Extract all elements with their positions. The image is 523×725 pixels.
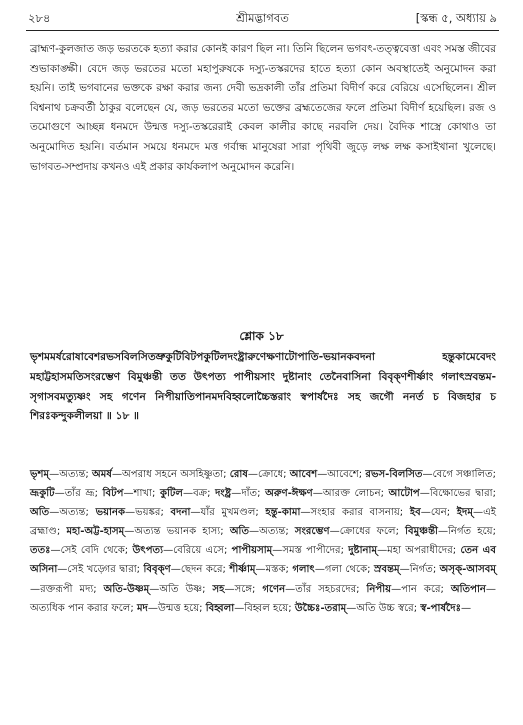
synonym-word: স্রবন্তম্ — [373, 564, 400, 576]
synonym-word: দুষ্টানাম্ — [348, 545, 378, 557]
synonym-word: গণেন — [262, 583, 286, 595]
synonym-word: উচ্চৈঃ-তরাম্ — [294, 602, 347, 614]
synonym-meaning: —অত্যন্ত; — [49, 507, 96, 519]
synonym-word: অতিপান — [450, 583, 486, 595]
book-title: শ্রীমদ্ভাগবত — [236, 11, 289, 25]
synonym-meaning: —সেই বেদি থেকে; — [50, 545, 133, 557]
synonym-meaning: —সঙ্গে; — [224, 583, 263, 595]
synonym-meaning: —ক্রোধে; — [247, 469, 290, 480]
synonym-meaning: —অতি উচ্চ স্বরে; — [346, 602, 421, 614]
synonym-meaning: —সেই খড়্গের দ্বারা; — [57, 564, 144, 576]
synonym-meaning: —পান করে; — [391, 583, 451, 595]
synonym-meaning: —অত্যধিক পান করার ফলে; — [30, 583, 497, 614]
synonym-word: মহা-অট্ট-হাসম্ — [66, 526, 125, 538]
synonym-meaning: —অপরাধ সহনে অসহিষ্ণুতা; — [111, 469, 230, 480]
synonym-meaning: —মহা অপরাধীদের; — [377, 545, 461, 557]
synonym-word: বদনা — [170, 507, 191, 519]
synonym-word: ইব — [409, 507, 421, 519]
synonym-meaning: —বক্র; — [182, 488, 216, 500]
synonym-meaning: —রক্তরূপী মদ্য; — [30, 583, 104, 595]
synonym-meaning: —দাঁত; — [231, 488, 266, 500]
synonym-meaning: —আরক্ত লোচন; — [312, 488, 389, 500]
synonym-meaning: —অত্যন্ত; — [49, 469, 93, 480]
page-header — [28, 6, 497, 30]
synonym-word: স্ব-পার্ষদৈঃ — [420, 602, 461, 614]
synonym-meaning: —উন্মত্ত হয়ে; — [147, 602, 206, 614]
synonym-meaning: —যেন; — [420, 507, 457, 519]
synonym-word: বিমুঞ্চন্তী — [405, 526, 438, 538]
synonym-meaning: —ছেদন করে; — [170, 564, 230, 576]
synonym-meaning: —মস্তক; — [255, 564, 293, 576]
synonym-meaning: —নির্গত হয়ে; — [437, 526, 497, 538]
synonym-meaning: —যাঁর মুখমণ্ডল; — [190, 507, 266, 519]
synonym-word: বিটপ — [102, 488, 124, 500]
synonym-word: অতি-উষ্ণম্ — [103, 583, 150, 595]
synonym-meaning: —বিহ্বল হয়ে; — [234, 602, 295, 614]
synonym-word: রভস-বিলসিত — [365, 469, 423, 480]
header-rule — [26, 30, 499, 31]
synonym-meaning: —অত্যন্ত ভয়ানক হাস্য; — [124, 526, 230, 538]
synonym-meaning: —এই ব্রহ্মাণ্ড; — [30, 507, 496, 538]
synonym-meaning: —ভয়ঙ্কর; — [125, 507, 171, 519]
synonym-word: পাপীয়সাম্ — [231, 545, 273, 557]
synonym-word: সংরম্ভেণ — [294, 526, 330, 538]
synonym-meaning: —বেরিয়ে এসে; — [163, 545, 232, 557]
synonym-word: অরুণ-ঈক্ষণ — [265, 488, 313, 500]
synonym-word: বিবৃক্ণ — [143, 564, 171, 576]
synonym-meaning: —নির্গত; — [399, 564, 440, 576]
synonym-meaning: —ক্রোধের ফলে; — [329, 526, 406, 538]
verse-title: শ্লোক ১৮ — [239, 329, 284, 343]
synonym-meaning: —বেগে সঞ্চালিত; — [422, 469, 496, 480]
synonym-word: ইদম্ — [456, 507, 473, 519]
synonym-word: ভয়ানক — [95, 507, 126, 519]
synonym-meaning: — — [460, 602, 472, 614]
synonym-word: আটোপ — [388, 488, 420, 500]
synonym-meaning: —শাখা; — [123, 488, 160, 500]
chapter-reference: [স্কন্ধ ৫, অধ্যায় ৯ — [415, 11, 497, 25]
synonym-meaning: —সংহার করার বাসনায়; — [300, 507, 410, 519]
synonym-word: অসৃক্-আসবম্ — [439, 564, 496, 576]
synonym-word: অতি — [30, 507, 50, 519]
synonym-meaning: —সমস্ত পাপীদের; — [272, 545, 349, 557]
synonym-meaning: —আবেশে; — [317, 469, 366, 480]
synonym-meaning: —তাঁর ভ্রূ; — [54, 488, 103, 500]
synonym-meaning: —বিক্ষোভের দ্বারা; — [419, 488, 497, 500]
word-meanings — [30, 465, 496, 618]
synonym-word: গলাৎ — [292, 564, 315, 576]
synonym-word: বিহ্বলা — [205, 602, 235, 614]
synonym-meaning: —অতি উষ্ণ; — [149, 583, 213, 595]
synonym-word: দংষ্ট্র — [215, 488, 232, 500]
synonym-word: ভৃশম্ — [30, 469, 50, 480]
synonym-word: কুটিল — [159, 488, 183, 500]
synonym-word: ততঃ — [30, 545, 51, 557]
synonym-word: ভ্রূকুটি — [30, 488, 55, 500]
synonym-word: অতি — [229, 526, 250, 538]
synonym-word: উৎপত্য — [132, 545, 164, 557]
synonym-word: অমর্ষ — [92, 469, 112, 480]
synonym-meaning: —অত্যন্ত; — [249, 526, 295, 538]
synonym-meaning: —গলা থেকে; — [314, 564, 374, 576]
synonym-word: হন্তু-কামা — [265, 507, 301, 519]
synonym-word: আবেশ — [289, 469, 318, 480]
synonym-word: তেন এব অসিনা — [30, 545, 496, 576]
page-number: ২৮৪ — [28, 11, 51, 25]
synonym-word: সহ — [212, 583, 225, 595]
synonym-word: রোষ — [229, 469, 248, 480]
synonym-word: মদ — [136, 602, 148, 614]
synonym-word: শীর্ষ্ণাম্ — [229, 564, 256, 576]
verse-text: ভৃশমমর্ষরোষাবেশরভসবিলসিতভ্রুকুটিবিটপকুটিলদংষ্ট্রারুণেক্ষণাটোপাতি-ভয়ানকবদনা হন্তুকামেবেদং মহাট্টহাসমতিসংরম্ভেণ বিমুঞ্চন্তী তত উৎপত্য পাপীয়সাং দুষ্টানাং তেনৈবাসিনা বিবৃক্ণশীর্ষ্ণাং গলাৎস্রবন্তম-সৃগাসবমত্যুষ্ণং সহ গণেন নিপীয়াতিপানমদবিহ্বলোচ্চৈস্তরাং স্বপার্ষদৈঃ সহ জগৌ ননর্ত চ বিজহার চ শিরঃকন্দুকলীলয়া ॥ ১৮ ॥ — [30, 351, 496, 423]
synonym-meaning: —তাঁর সহচরদের; — [285, 583, 367, 595]
synonym-word: নিপীয় — [366, 583, 392, 595]
purport-paragraph: ব্রাহ্মণ-কুলজাত জড় ভরতকে হত্যা করার কোনই কারণ ছিল না। তিনি ছিলেন ভগবৎ-তত্ত্ববেত্তা এবং সমস্ত জীবের শুভাকাঙ্ক্ষী। বেদে জড় ভরতের মতো মহাপুরুষকে দস্যু-তস্করদের হাতে হত্যা কোন অবস্থাতেই অনুমোদন করা হয়নি। তাই ভগবানের ভক্তকে রক্ষা করার জন্য দেবী ভদ্রকালী তাঁর প্রতিমা বিদীর্ণ করে বেরিয়ে এসেছিলেন। শ্রীল বিশ্বনাথ চক্রবর্তী ঠাকুর বলেছেন যে, জড় ভরতের মতো ভক্তের ব্রহ্মতেজের ফলে প্রতিমা বিদীর্ণ হয়েছিল। রজ ও তমোগুণে আচ্ছন্ন ধনমদে উন্মত্ত দস্যু-তস্করেরাই কেবল কালীর কাছে নরবলি দেয়। বৈদিক শাস্ত্রে কোথাও তা অনুমোদিত হয়নি। বর্তমান সময়ে ধনমদে মত্ত গর্বান্ধ মানুষেরা সারা পৃথিবী জুড়ে লক্ষ লক্ষ কসাইখানা খুলেছে। ভাগবত-সম্প্রদায় কখনও এই প্রকার কার্যকলাপ অনুমোদন করেনি। — [30, 43, 496, 173]
